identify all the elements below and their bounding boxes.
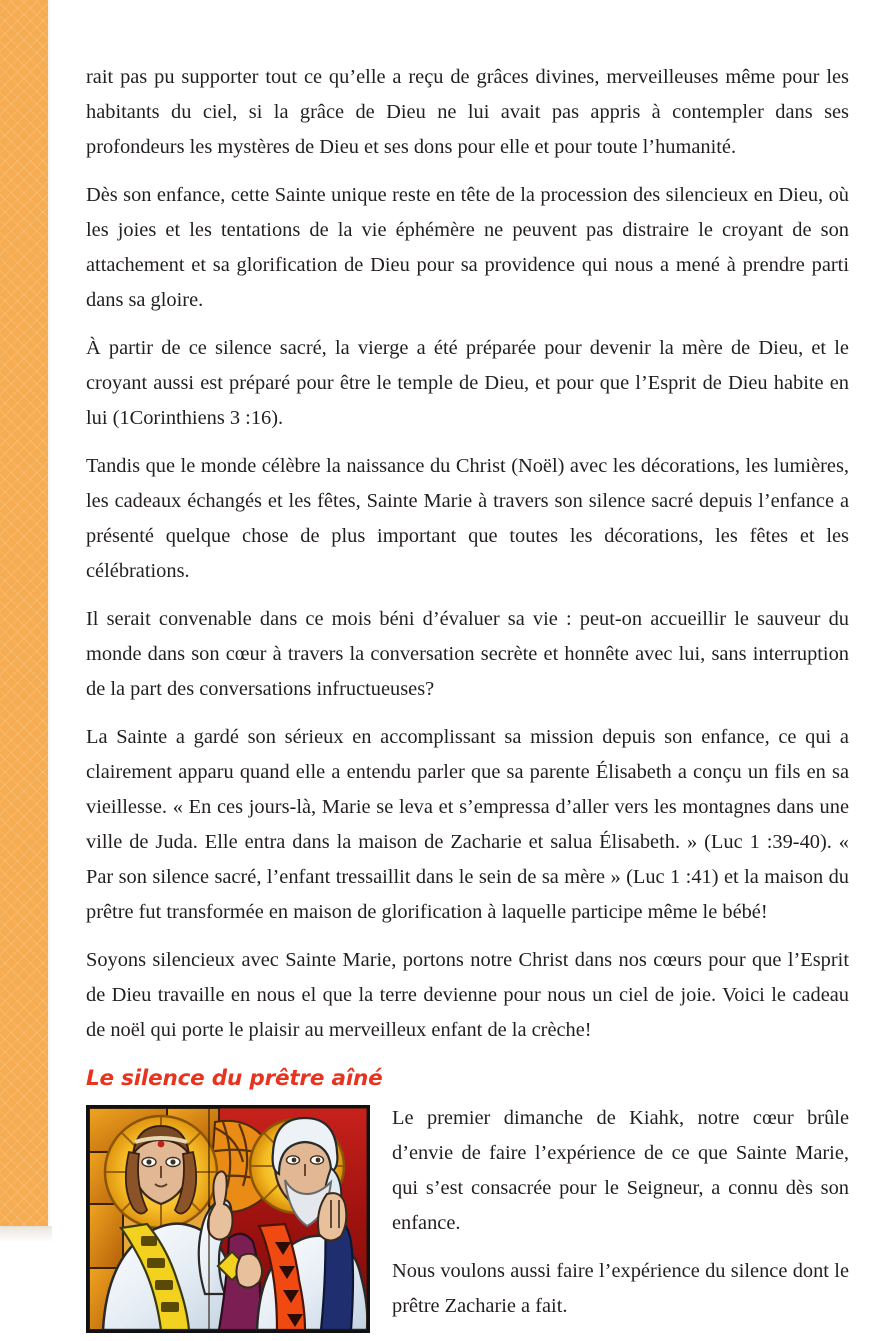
body-paragraph: Il serait convenable dans ce mois béni d’évaluer sa vie : peut-on accueillir le sauveur du monde dans son cœur à travers la conversation secrète et honnête avec lui, sans interruption de la part des conversations infructueuses? [86, 608, 849, 700]
decorative-orange-bar [0, 0, 48, 1226]
body-paragraph: Soyons silencieux avec Sainte Marie, portons notre Christ dans nos cœurs pour que l’Esprit de Dieu travaille en nous el que la terre devienne pour nous un ciel de joie. Voici le cadeau de noël qui porte le plaisir au merveilleux enfant de la crèche! [86, 949, 849, 1041]
body-paragraph: La Sainte a gardé son sérieux en accomplissant sa mission depuis son enfance, ce qui a clairement apparu quand elle a entendu parler que sa parente Élisabeth a conçu un fils en sa vieillesse. « En ces jours-là, Marie se leva et s’empressa d’aller vers les montagnes dans une ville de Juda. Elle entra dans la maison de Zacharie et salua Élisabeth. » (Luc 1 :39-40). « Par son silence sacré, l’enfant tressaillit dans le sein de sa mère » (Luc 1 :41) et la maison du prêtre fut transformée en maison de glorification à laquelle participe même le bébé! [86, 726, 849, 923]
text-column [86, 60, 849, 1341]
body-paragraph: Dès son enfance, cette Sainte unique reste en tête de la procession des silencieux en Dieu, où les joies et les tentations de la vie éphémère ne peuvent pas distraire le croyant de son attachement et sa glorification de Dieu pour sa providence qui nous a mené à prendre parti dans sa gloire. [86, 184, 849, 311]
figure-block [86, 1101, 849, 1341]
stained-glass-icon-angel-and-priest-zacharias [86, 1105, 370, 1333]
side-bar-shadow [0, 1226, 52, 1242]
body-paragraph: rait pas pu supporter tout ce qu’elle a reçu de grâces divines, merveilleuses même pour les habitants du ciel, si la grâce de Dieu ne lui avait pas appris à contempler dans ses profondeurs les mystères de Dieu et ses dons pour elle et pour toute l’humanité. [86, 66, 849, 158]
body-paragraph: À partir de ce silence sacré, la vierge a été préparée pour devenir la mère de Dieu, et le croyant aussi est préparé pour être le temple de Dieu, et pour que l’Esprit de Dieu habite en lui (1Corinthiens 3 :16). [86, 337, 849, 429]
figure-paragraph: Nous voulons aussi faire l’expérience du silence dont le prêtre Zacharie a fait. [392, 1260, 849, 1317]
section-heading: Le silence du prêtre aîné [86, 1066, 383, 1091]
body-paragraph: Tandis que le monde célèbre la naissance du Christ (Noël) avec les décorations, les lumières, les cadeaux échangés et les fêtes, Sainte Marie à travers son silence sacré depuis l’enfance a présenté quelque chose de plus important que toutes les décorations, les fêtes et les célébrations. [86, 455, 849, 582]
figure-paragraph: Le premier dimanche de Kiahk, notre cœur brûle d’envie de faire l’expérience de ce que Sainte Marie, qui s’est consacrée pour le Seigneur, a connu dès son enfance. [392, 1107, 849, 1234]
